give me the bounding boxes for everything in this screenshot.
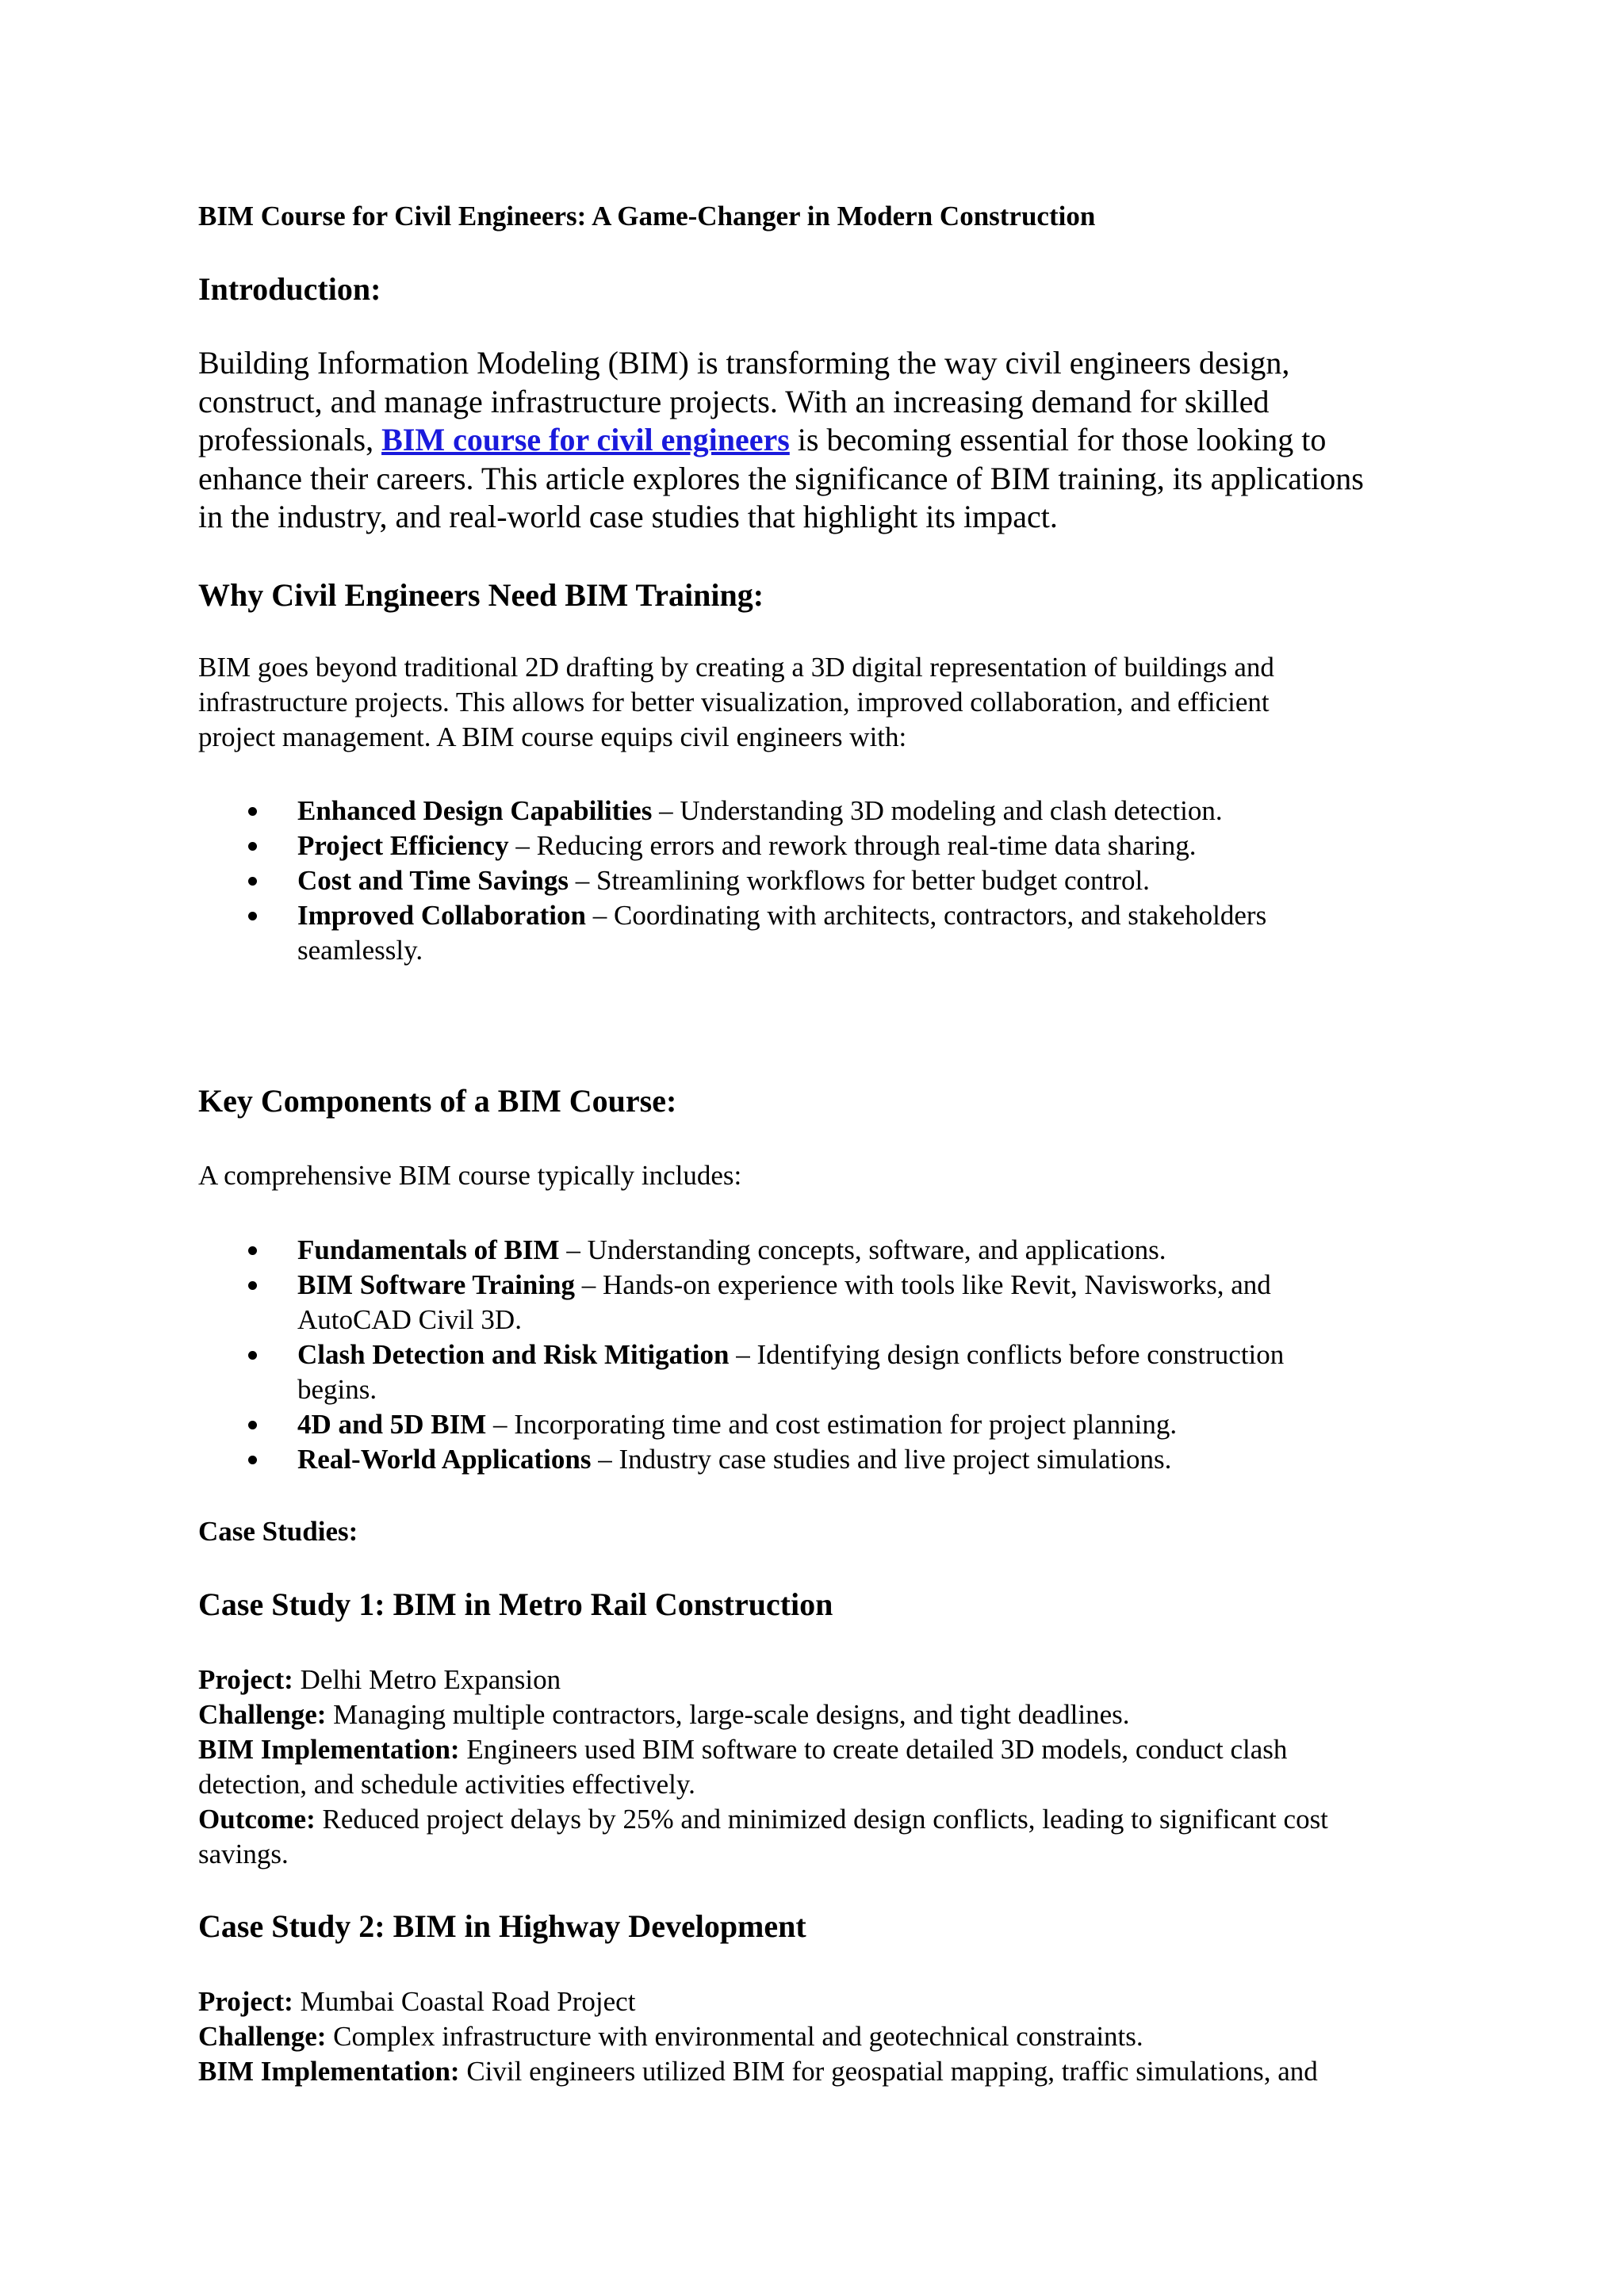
case-study-line: [198, 1732, 1451, 1767]
intro-line: [198, 421, 1451, 460]
field-label: Project:: [198, 1664, 293, 1695]
intro-text: is becoming essential for those looking to: [789, 422, 1327, 457]
list-item: [198, 1233, 1451, 1268]
why-bullet-list: [198, 794, 1451, 968]
field-value: Complex infrastructure with environmental and geotechnical constraints.: [326, 2021, 1143, 2052]
components-heading: Key Components of a BIM Course:: [198, 1083, 677, 1119]
list-item: [198, 1442, 1451, 1477]
case-study-2-body: [198, 1984, 1451, 2089]
field-value: Civil engineers utilized BIM for geospatial mapping, traffic simulations, and: [459, 2056, 1318, 2087]
bullet-text: – Hands-on experience with tools like Revit, Navisworks, and: [575, 1269, 1271, 1300]
case-study-2-heading: Case Study 2: BIM in Highway Development: [198, 1908, 806, 1944]
case-study-line: detection, and schedule activities effectively.: [198, 1769, 695, 1800]
why-paragraph: [198, 650, 1451, 755]
case-study-1-body: [198, 1663, 1451, 1872]
case-study-line: [198, 1802, 1451, 1837]
field-label: Challenge:: [198, 2021, 327, 2052]
bullet-term: Real-World Applications: [297, 1444, 592, 1475]
case-study-1-heading: Case Study 1: BIM in Metro Rail Construction: [198, 1586, 833, 1622]
intro-line: Building Information Modeling (BIM) is transforming the way civil engineers design,: [198, 345, 1290, 381]
bullet-continuation: AutoCAD Civil 3D.: [297, 1304, 522, 1335]
list-item: [198, 1337, 1451, 1407]
why-line: BIM goes beyond traditional 2D drafting by creating a 3D digital representation of buildings and: [198, 652, 1274, 683]
bullet-icon: [248, 1456, 257, 1464]
field-label: Outcome:: [198, 1804, 316, 1835]
field-value: Reduced project delays by 25% and minimized design conflicts, leading to significant cost: [315, 1804, 1328, 1835]
bullet-icon: [248, 807, 257, 816]
list-item: [198, 794, 1451, 828]
bullet-text: – Coordinating with architects, contractors, and stakeholders: [585, 900, 1267, 931]
case-studies-heading: Case Studies:: [198, 1516, 358, 1547]
bullet-text: – Identifying design conflicts before construction: [729, 1339, 1285, 1370]
case-study-line: [198, 1984, 1451, 2019]
case-study-line: savings.: [198, 1839, 289, 1869]
field-value: Engineers used BIM software to create detailed 3D models, conduct clash: [459, 1734, 1288, 1765]
bullet-text: – Industry case studies and live project simulations.: [591, 1444, 1172, 1475]
case-study-line: [198, 2019, 1451, 2054]
introduction-paragraph: [198, 344, 1451, 537]
bullet-term: Enhanced Design Capabilities: [297, 795, 653, 826]
field-value: Mumbai Coastal Road Project: [293, 1986, 636, 2017]
case-study-line: [198, 1663, 1451, 1697]
field-label: Challenge:: [198, 1699, 327, 1730]
document-title: BIM Course for Civil Engineers: A Game-Changer in Modern Construction: [198, 201, 1096, 232]
bullet-term: Clash Detection and Risk Mitigation: [297, 1339, 730, 1370]
bullet-icon: [248, 842, 257, 851]
bullet-text: – Streamlining workflows for better budget control.: [569, 865, 1150, 896]
intro-line: in the industry, and real-world case studies that highlight its impact.: [198, 499, 1058, 534]
bullet-icon: [248, 1281, 257, 1290]
intro-text: professionals,: [198, 422, 382, 457]
bullet-term: Improved Collaboration: [297, 900, 586, 931]
list-item: [198, 898, 1451, 968]
bullet-text: – Reducing errors and rework through real-time data sharing.: [508, 830, 1197, 861]
bullet-term: Fundamentals of BIM: [297, 1234, 560, 1265]
list-item: [198, 863, 1451, 898]
list-item: [198, 828, 1451, 863]
field-value: Delhi Metro Expansion: [293, 1664, 561, 1695]
intro-line: construct, and manage infrastructure projects. With an increasing demand for skilled: [198, 383, 1270, 419]
list-item: [198, 1407, 1451, 1442]
why-line: project management. A BIM course equips civil engineers with:: [198, 721, 907, 752]
bullet-text: – Understanding concepts, software, and applications.: [559, 1234, 1166, 1265]
case-study-line: [198, 1697, 1451, 1732]
bullet-term: Project Efficiency: [297, 830, 509, 861]
bullet-icon: [248, 1351, 257, 1360]
bullet-term: BIM Software Training: [297, 1269, 576, 1300]
components-intro-line: A comprehensive BIM course typically includes:: [198, 1160, 742, 1191]
introduction-heading: Introduction:: [198, 271, 381, 307]
why-line: infrastructure projects. This allows for better visualization, improved collaboration, and efficient: [198, 687, 1270, 718]
bullet-text: – Incorporating time and cost estimation for project planning.: [486, 1409, 1178, 1440]
bullet-continuation: begins.: [297, 1374, 377, 1405]
bullet-icon: [248, 1421, 257, 1429]
bullet-term: Cost and Time Savings: [297, 865, 569, 896]
bullet-text: – Understanding 3D modeling and clash detection.: [652, 795, 1223, 826]
bullet-term: 4D and 5D BIM: [297, 1409, 487, 1440]
case-study-line: [198, 2054, 1451, 2089]
components-intro: [198, 1158, 1451, 1193]
intro-line: enhance their careers. This article explores the significance of BIM training, its applications: [198, 460, 1364, 496]
bullet-icon: [248, 877, 257, 886]
why-heading: Why Civil Engineers Need BIM Training:: [198, 577, 764, 613]
field-label: Project:: [198, 1986, 293, 2017]
bullet-icon: [248, 912, 257, 920]
bullet-continuation: seamlessly.: [297, 935, 423, 966]
list-item: [198, 1268, 1451, 1337]
bullet-icon: [248, 1246, 257, 1255]
field-label: BIM Implementation:: [198, 2056, 460, 2087]
bim-course-link[interactable]: BIM course for civil engineers: [381, 422, 790, 457]
field-label: BIM Implementation:: [198, 1734, 460, 1765]
components-bullet-list: [198, 1233, 1451, 1477]
field-value: Managing multiple contractors, large-scale designs, and tight deadlines.: [326, 1699, 1130, 1730]
